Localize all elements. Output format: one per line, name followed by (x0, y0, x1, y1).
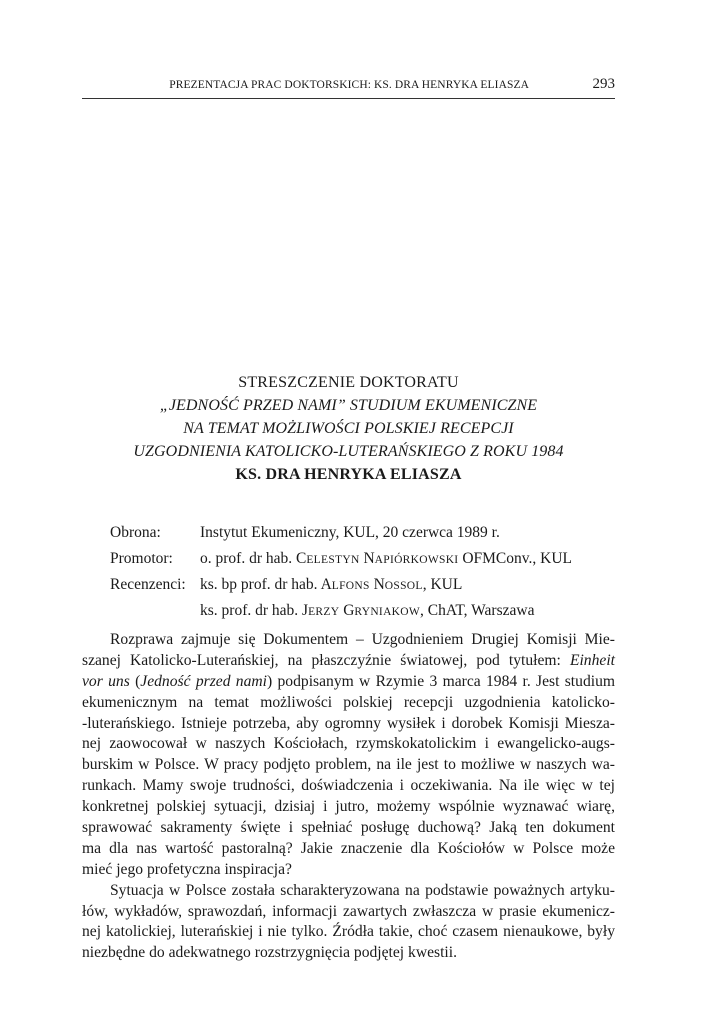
reviewer-2-last-rest: RYNIAKOW (354, 606, 421, 618)
promoter-first-rest: ELESTYN (306, 554, 360, 566)
paragraph-1-line: -luterańskiego. Istnieje potrzeba, aby ogromny wysiłek i dorobek Komisji Miesza- (82, 714, 615, 732)
reviewers-label: Recenzenci: (110, 576, 186, 593)
reviewer-1-suffix: , KUL (422, 576, 463, 593)
paragraph-2-line: nej katolickiej, luterańskiej i nie tylko. Źródła takie, choć czasem nienaukowe, były (82, 923, 615, 941)
promoter-first-initial: C (296, 550, 307, 567)
paragraph-2-line: łów, wykładów, sprawozdań, informacji zawartych zwłaszcza w prasie ekumenicz- (82, 902, 615, 920)
defense-value: Instytut Ekumeniczny, KUL, 20 czerwca 1989 r. (200, 524, 500, 541)
reviewer-2-last-initial: G (343, 602, 355, 619)
italic-title: Einheit (569, 651, 615, 669)
paragraph-1-line: sprawować sakramenty święte i spełniać posługę duchową? Jaką ten dokument (82, 819, 615, 837)
title-line-1: STRESZCZENIE DOKTORATU (238, 374, 459, 391)
paragraph-1-line: nej zaowocował w naszych Kościołach, rzymskokatolickim i ewangelicko-augs- (82, 735, 615, 753)
paragraph-1-line: ekumenicznym na temat możliwości polskiej recepcji uzgodnienia katolicko- (82, 693, 615, 711)
thesis-metadata (110, 520, 615, 624)
reviewer-1-first-rest: LFONS (331, 580, 370, 592)
defense-label: Obrona: (110, 524, 161, 541)
promoter-label: Promotor: (110, 550, 173, 567)
article-title (82, 371, 615, 486)
reviewer-2-suffix: , ChAT, Warszawa (420, 602, 535, 619)
reviewer-1-last-rest: OSSOL (384, 580, 423, 592)
text-span: ( (129, 672, 141, 690)
reviewer-1 (200, 572, 462, 599)
reviewer-1-first-initial: A (320, 576, 332, 593)
reviewer-2-first-rest: ERZY (308, 606, 340, 618)
promoter-suffix: OFMConv., KUL (462, 550, 572, 567)
italic-title: Jedność przed nami (140, 672, 267, 690)
defense-row (110, 520, 615, 546)
italic-title: vor uns (82, 672, 130, 690)
reviewer-2-prefix: ks. prof. dr hab. (200, 602, 299, 619)
reviewers-row-2 (110, 598, 615, 624)
page-number: 293 (592, 76, 615, 92)
text-span: szanej Katolicko-Luterańskiej, na płaszczyźnie światowej, pod tytułem: (82, 651, 570, 669)
paragraph-1-line: burskim w Polsce. W pracy podjęto problem, na ile jest to możliwe w naszych wa- (82, 756, 615, 774)
paragraph-1-line (82, 651, 615, 672)
paragraph-1-line (82, 672, 615, 693)
text-span: ) podpisanym w Rzymie 3 marca 1984 r. Jest studium (267, 672, 615, 690)
abstract-body (82, 630, 615, 964)
paragraph-1-line: ma dla nas wartość pastoralną? Jakie znaczenie dla Kościołów w Polsce może (82, 839, 615, 857)
running-title: PREZENTACJA PRAC DOKTORSKICH: KS. DRA HENRYKA ELIASZA (169, 79, 529, 91)
paragraph-1-line: Rozprawa zajmuje się Dokumentem – Uzgodnieniem Drugiej Komisji Mie- (110, 631, 615, 648)
promoter-value (200, 546, 572, 573)
reviewer-2 (200, 598, 534, 625)
promoter-prefix: o. prof. dr hab. (200, 550, 293, 567)
title-line-4: UZGODNIENIA KATOLICKO-LUTERAŃSKIEGO Z ROKU 1984 (133, 443, 564, 460)
paragraph-1-line: konkretnej polskiej sytuacji, dzisiaj i jutro, możemy wspólnie wyznawać wiarę, (82, 798, 615, 816)
paragraph-2-line: niezbędne do adekwatnego rozstrzygnięcia podjętej kwestii. (82, 944, 457, 962)
reviewer-1-prefix: ks. bp prof. dr hab. (200, 576, 318, 593)
reviewers-row (110, 572, 615, 598)
running-header (82, 76, 615, 99)
promoter-last-rest: APIÓRKOWSKI (374, 554, 459, 566)
reviewer-2-first-initial: J (302, 602, 309, 619)
promoter-row (110, 546, 615, 572)
promoter-last-initial: N (363, 550, 375, 567)
paragraph-1-line: runkach. Mamy swoje trudności, doświadczenia i oczekiwania. Na ile więc w tej (82, 777, 615, 795)
title-author: KS. DRA HENRYKA ELIASZA (235, 466, 462, 483)
title-line-3: NA TEMAT MOŻLIWOŚCI POLSKIEJ RECEPCJI (183, 420, 514, 437)
paragraph-1-line: mieć jego profetyczna inspiracja? (82, 860, 292, 878)
paragraph-2-line: Sytuacja w Polsce została scharakteryzowana na podstawie poważnych artyku- (110, 881, 615, 899)
reviewer-1-last-initial: N (373, 576, 385, 593)
title-line-2: „JEDNOŚĆ PRZED NAMI” STUDIUM EKUMENICZNE (159, 397, 538, 414)
